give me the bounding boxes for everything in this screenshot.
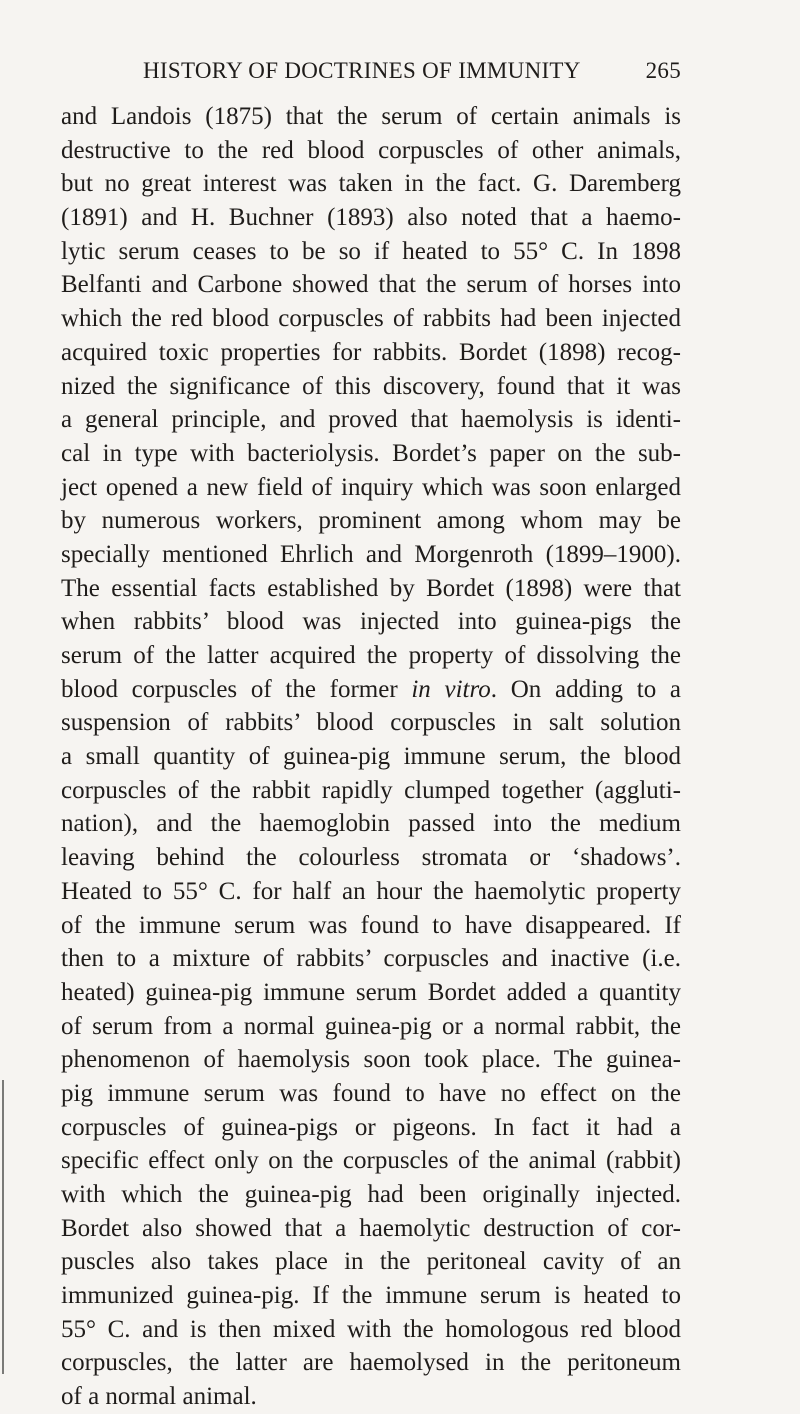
text-line: corpuscles of guinea-pigs or pigeons. In fact it had a — [61, 1113, 681, 1141]
text-line: Heated to 55° C. for half an hour the haemolytic property — [61, 877, 681, 905]
text-segment: . On adding to a — [490, 675, 681, 703]
text-line: of serum from a normal guinea-pig or a normal rabbit, the — [61, 1012, 681, 1040]
page-number: 265 — [645, 58, 681, 83]
text-line: a general principle, and proved that haemolysis is identi- — [61, 406, 681, 434]
text-line: ject opened a new field of inquiry which was soon enlarged — [61, 473, 681, 501]
text-line: of a normal animal. — [61, 1383, 257, 1411]
text-line: Belfanti and Carbone showed that the serum of horses into — [61, 271, 681, 299]
text-line: by numerous workers, prominent among whom may be — [61, 507, 681, 535]
text-line: then to a mixture of rabbits’ corpuscles and inactive (i.e. — [61, 945, 681, 973]
text-line: destructive to the red blood corpuscles of other animals, — [61, 136, 681, 164]
text-line: puscles also takes place in the peritoneal cavity of an — [61, 1248, 681, 1276]
text-line: The essential facts established by Bordet (1898) were that — [61, 574, 681, 602]
page-edge-line — [2, 1080, 4, 1374]
text-line: and Landois (1875) that the serum of certain animals is — [61, 103, 681, 130]
text-line: Bordet also showed that a haemolytic destruction of cor- — [61, 1214, 681, 1242]
text-line: nation), and the haemoglobin passed into the medium — [61, 810, 681, 838]
text-line: but no great interest was taken in the fact. G. Daremberg — [61, 170, 681, 198]
text-line: leaving behind the colourless stromata or ‘shadows’. — [61, 844, 681, 872]
text-line: suspension of rabbits’ blood corpuscles in salt solution — [61, 709, 681, 737]
text-line: of the immune serum was found to have disappeared. If — [61, 911, 681, 939]
text-line: 55° C. and is then mixed with the homologous red blood — [61, 1315, 681, 1343]
text-line: corpuscles, the latter are haemolysed in the peritoneum — [61, 1349, 681, 1377]
text-line — [61, 673, 681, 707]
text-line: specially mentioned Ehrlich and Morgenroth (1899–1900). — [61, 540, 681, 568]
text-line: lytic serum ceases to be so if heated to 55° C. In 1898 — [61, 237, 681, 265]
text-segment: blood corpuscles of the former — [61, 675, 412, 703]
text-line: cal in type with bacteriolysis. Bordet’s paper on the sub- — [61, 439, 681, 467]
text-line: (1891) and H. Buchner (1893) also noted that a haemo- — [61, 204, 681, 232]
running-head — [143, 58, 681, 90]
running-title: HISTORY OF DOCTRINES OF IMMUNITY — [143, 58, 581, 83]
text-line: immunized guinea-pig. If the immune serum is heated to — [61, 1282, 681, 1310]
text-line: specific effect only on the corpuscles of the animal (rabbit) — [61, 1147, 681, 1175]
text-line: serum of the latter acquired the property of dissolving the — [61, 642, 681, 669]
text-line: corpuscles of the rabbit rapidly clumped together (aggluti- — [61, 776, 681, 804]
text-line: which the red blood corpuscles of rabbits had been injected — [61, 305, 681, 333]
text-line: heated) guinea-pig immune serum Bordet added a quantity — [61, 978, 681, 1006]
text-line: acquired toxic properties for rabbits. Bordet (1898) recog- — [61, 338, 681, 366]
text-line: phenomenon of haemolysis soon took place. The guinea- — [61, 1046, 681, 1074]
text-line: a small quantity of guinea-pig immune serum, the blood — [61, 743, 681, 771]
text-line: nized the significance of this discovery, found that it was — [61, 372, 681, 400]
text-line: with which the guinea-pig had been originally injected. — [61, 1181, 681, 1208]
body-paragraph — [61, 100, 681, 1414]
text-line: when rabbits’ blood was injected into guinea-pigs the — [61, 608, 681, 636]
italic-phrase: in vitro — [411, 675, 491, 703]
text-line: pig immune serum was found to have no effect on the — [61, 1079, 681, 1107]
